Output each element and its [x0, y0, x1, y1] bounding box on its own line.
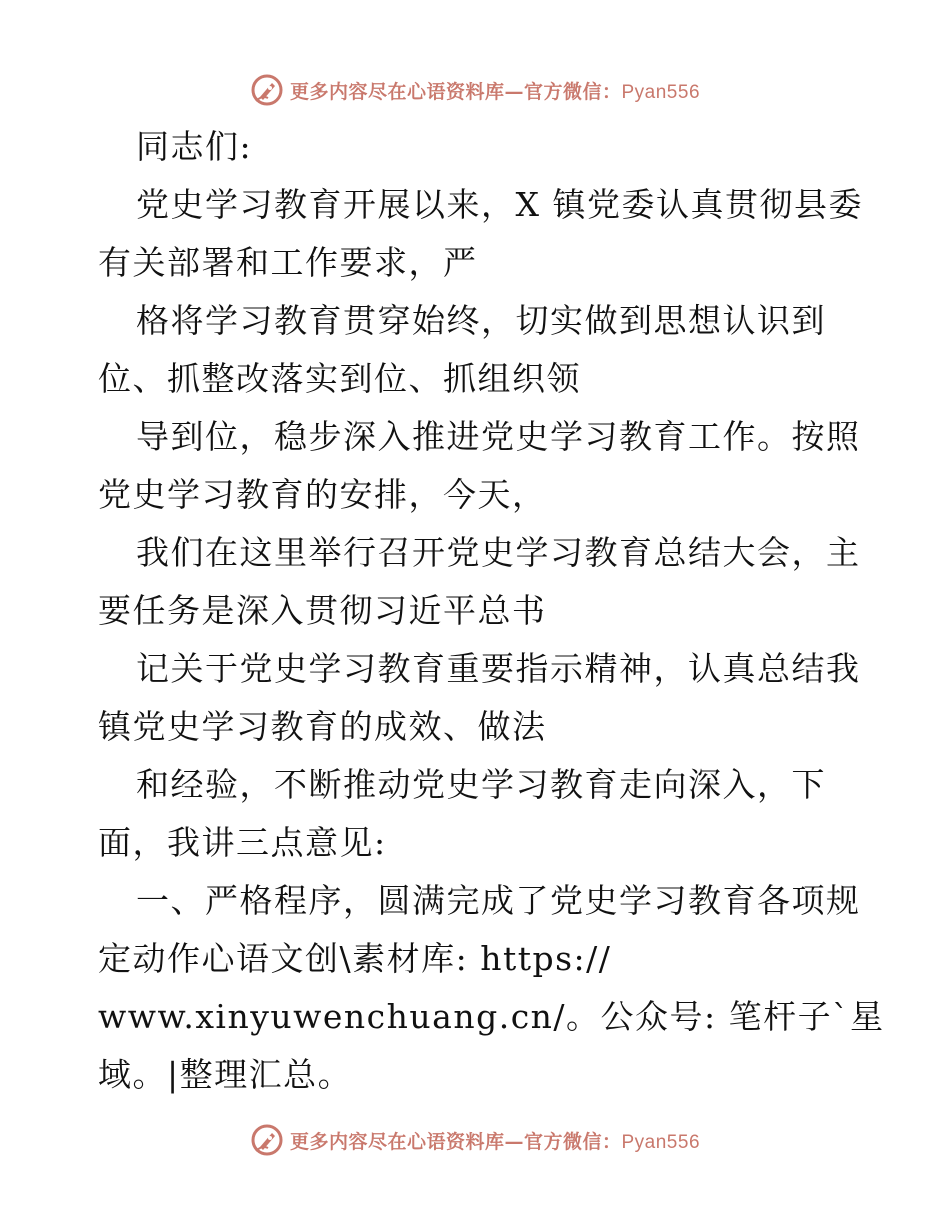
banner-text: 更多内容尽在心语资料库—官方微信：Pyan556	[289, 1130, 701, 1153]
body-text-line: 一、严格程序，圆满完成了党史学习教育各项规	[136, 881, 861, 920]
banner-text: 更多内容尽在心语资料库—官方微信：Pyan556	[289, 80, 701, 103]
body-text-line: 党史学习教育的安排，今天，	[98, 475, 547, 514]
banner-wechat-id: Pyan556	[621, 81, 701, 103]
body-text-line: 和经验，不断推动党史学习教育走向深入，下	[136, 765, 826, 804]
body-text-line: 党史学习教育开展以来，X 镇党委认真贯彻县委	[136, 185, 863, 224]
banner-wechat-id: Pyan556	[621, 1131, 701, 1153]
body-text-line: 记关于党史学习教育重要指示精神，认真总结我	[136, 649, 861, 688]
body-text-line: 格将学习教育贯穿始终，切实做到思想认识到	[136, 301, 826, 340]
body-text-line: 面，我讲三点意见:	[98, 823, 387, 862]
body-text-line: 域。|整理汇总。	[98, 1055, 353, 1094]
body-text-line: 镇党史学习教育的成效、做法	[98, 707, 547, 746]
body-text-line: 有关部署和工作要求，严	[98, 243, 478, 282]
body-text-line: 位、抓整改落实到位、抓组织领	[98, 359, 581, 398]
footer-watermark-banner	[0, 1118, 950, 1162]
body-text-line: 要任务是深入贯彻习近平总书	[98, 591, 547, 630]
pen-nib-seal-icon	[250, 73, 284, 107]
body-text-line: www.xinyuwenchuang.cn/。公众号: 笔杆子`星	[98, 997, 885, 1036]
body-text-line: 同志们:	[136, 127, 253, 166]
body-text-line: 导到位，稳步深入推进党史学习教育工作。按照	[136, 417, 861, 456]
pen-nib-seal-icon	[250, 1123, 284, 1157]
body-text-line: 我们在这里举行召开党史学习教育总结大会，主	[136, 533, 861, 572]
document-body	[98, 118, 885, 1104]
header-watermark-banner	[0, 68, 950, 112]
body-text-line: 定动作心语文创\素材库: https://	[98, 939, 612, 978]
